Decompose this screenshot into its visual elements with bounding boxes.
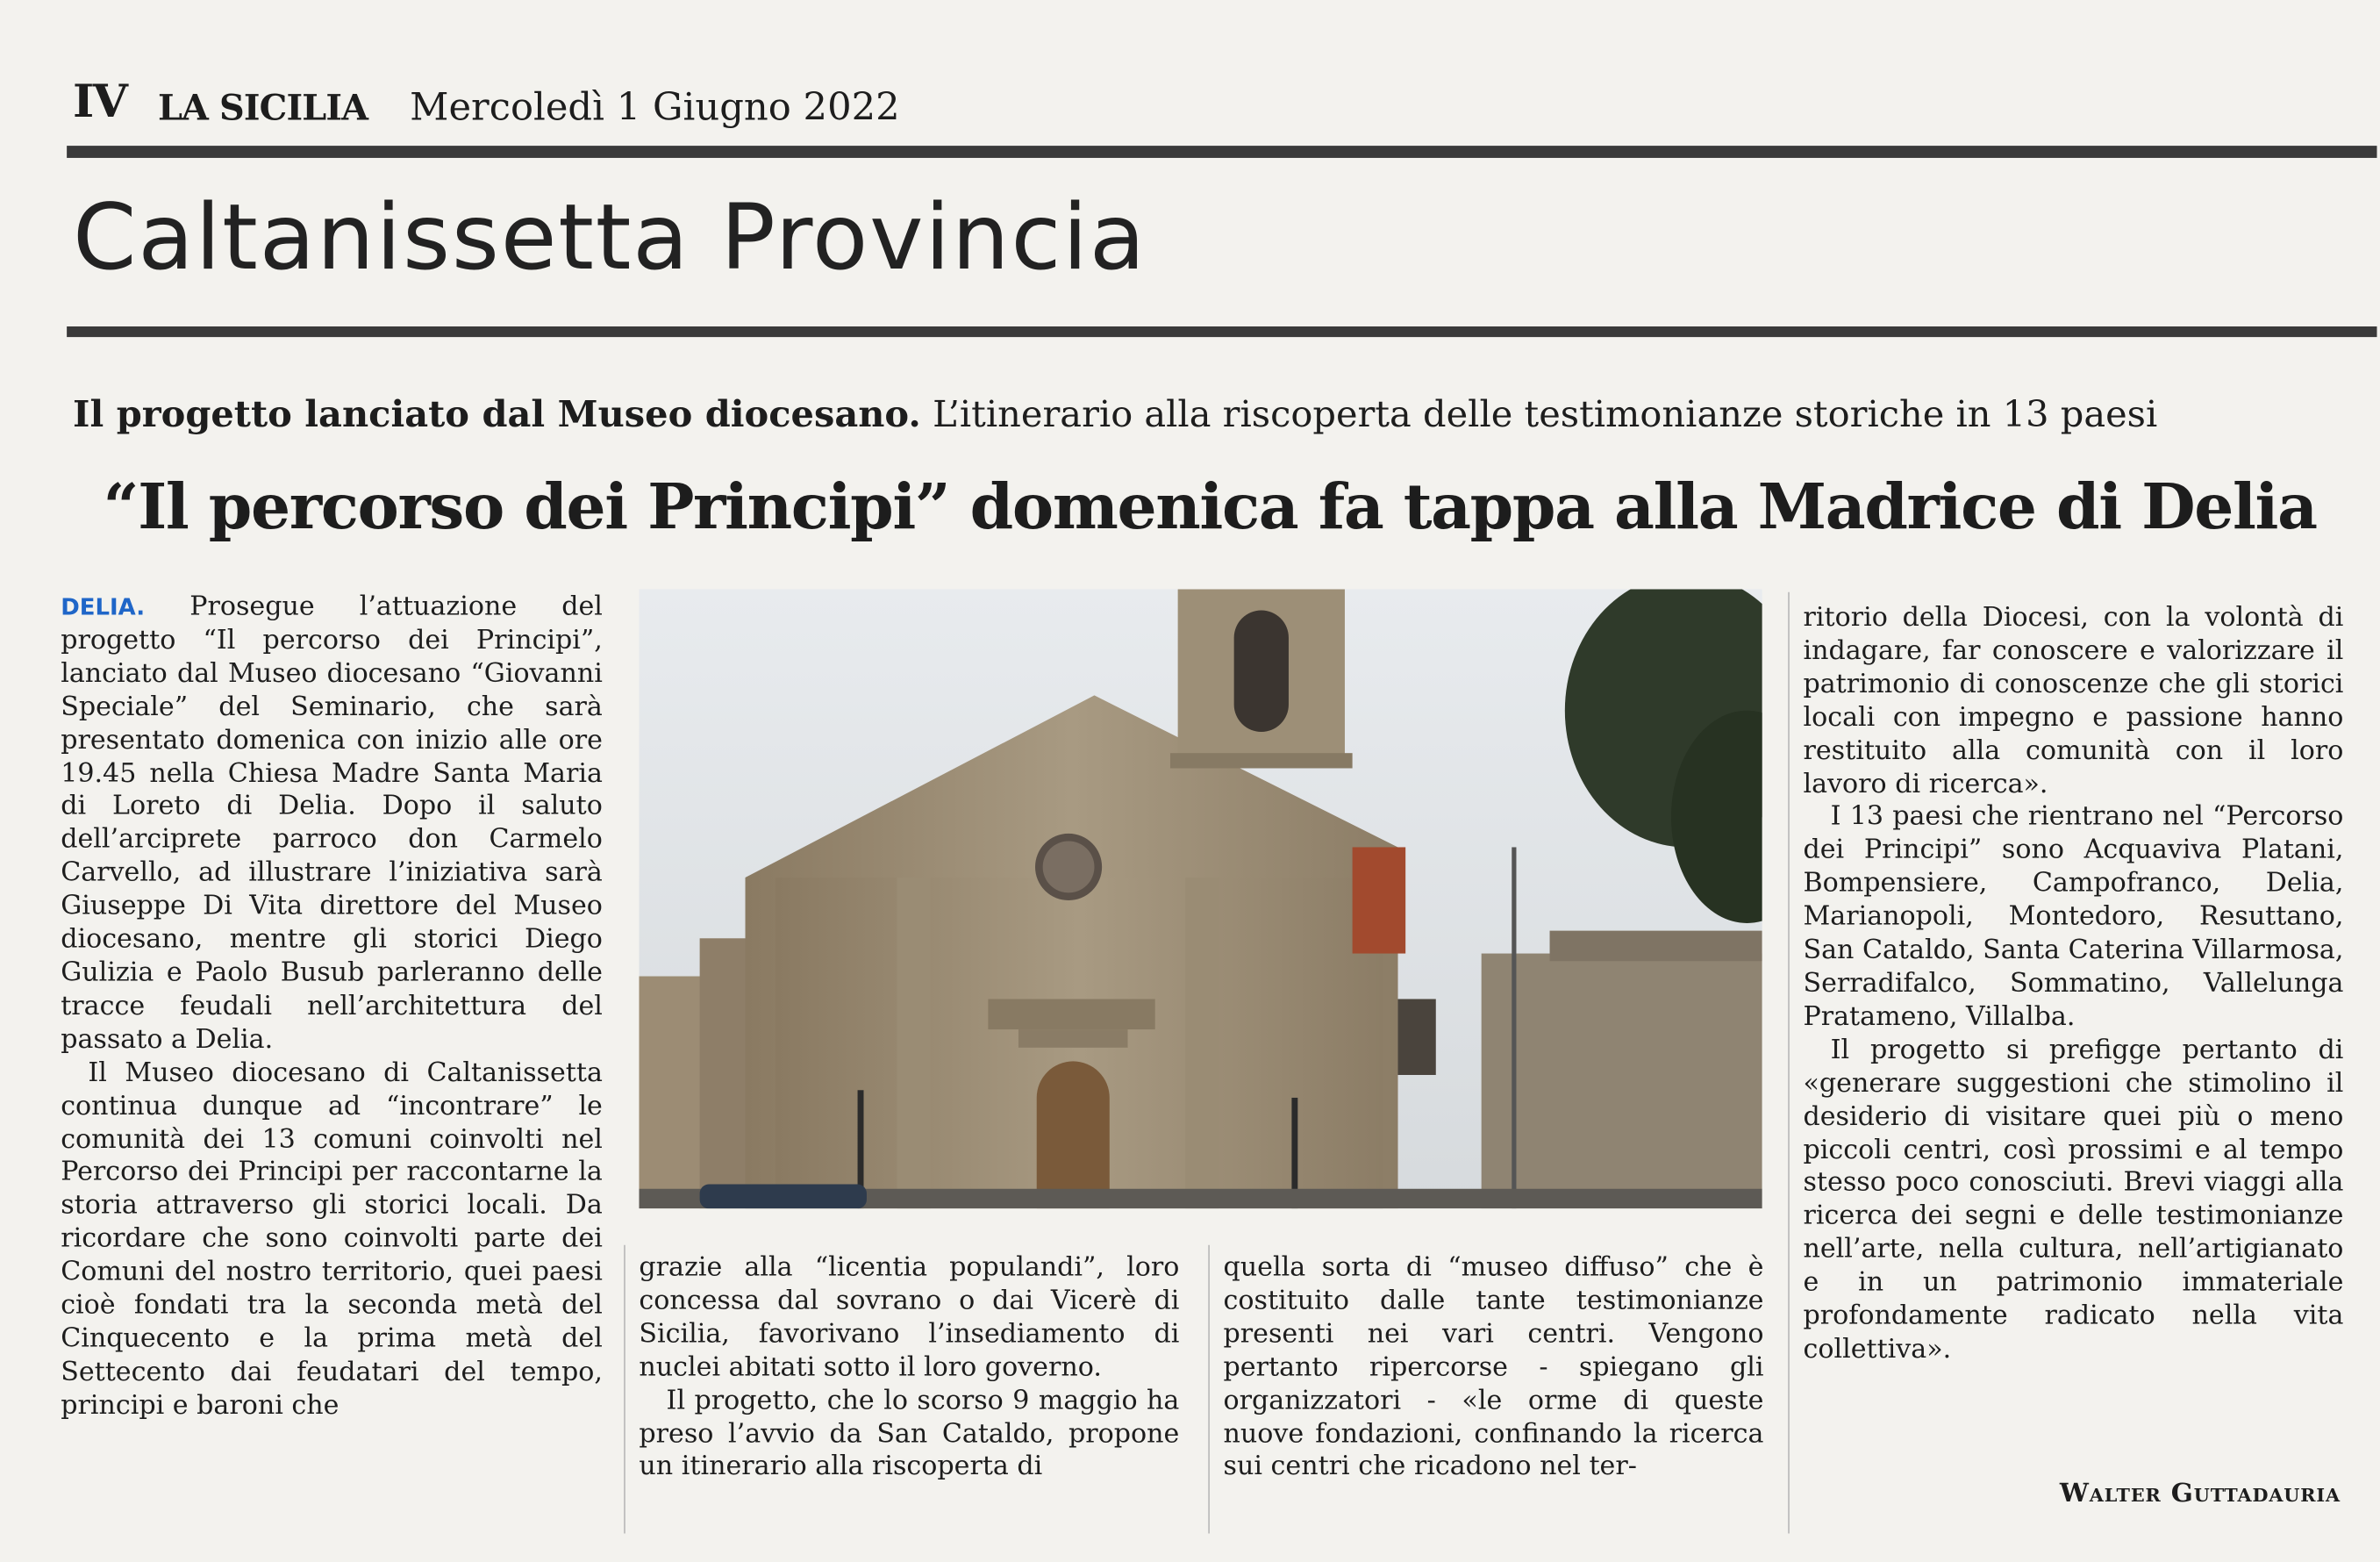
- paragraph: I 13 paesi che rientrano nel “Percorso dei Principi” sono Acquaviva Platani, Bompensiere, Campofranco, Delia, Marianopoli, Montedoro, Resuttano, San Cataldo, Santa Caterina Villarmosa, Serradifalco, Sommatino, Vallelunga Pratameno, Villalba.: [1803, 802, 2344, 1033]
- page-number: IV: [73, 75, 127, 130]
- paragraph: Il Museo diocesano di Caltanissetta continua dunque ad “incontrare” le comunità dei 13 comuni coinvolti nel Percorso dei Principi per raccontarne la storia attraverso gli storici locali. Da ricordare che sono coinvolti parte dei Comuni del nostro territorio, quei paesi cioè fondati tra la seconda metà del Cinquecento e la prima metà del Settecento dai feudatari del tempo, principi e baroni che: [61, 1057, 603, 1422]
- dateline: DELIA.: [61, 593, 146, 621]
- section-rule: [67, 326, 2376, 337]
- paragraph: quella sorta di “museo diffuso” che è costituito dalle tante testimonianze presenti nei vari centri. Vengono pertanto ripercorse - spiegano gli organizzatori - «le orme di queste nuove fondazioni, confinando la ricerca sui centri che ricadono nel ter-: [1223, 1252, 1764, 1483]
- paragraph: ritorio della Diocesi, con la volontà di indagare, far conoscere e valorizzare il patrimonio di conoscenze che gli storici locali con impegno e passione hanno restituito alla comunità con il loro lavoro di ricerca».: [1803, 602, 2344, 800]
- paragraph: Il progetto si prefigge pertanto di «generare suggestioni che stimolino il desiderio di visitare quei più o meno piccoli centri, così prossimi e al tempo stesso poco conosciuti. Brevi viaggi alla ricerca dei segni e delle testimonianze nell’arte, nella cultura, nell’artigianato e in un patrimonio immateriale profondamente radicato nella vita collettiva».: [1803, 1035, 2344, 1365]
- publication-date: Mercoledì 1 Giugno 2022: [410, 84, 900, 130]
- article-column-1: [61, 592, 603, 1424]
- masthead: LA SICILIA: [157, 88, 368, 130]
- kicker-bold: Il progetto lanciato dal Museo diocesano.: [73, 391, 921, 436]
- article-column-4: [1803, 603, 2343, 1368]
- column-divider: [624, 1245, 625, 1534]
- paragraph: Il progetto, che lo scorso 9 maggio ha preso l’avvio da San Cataldo, propone un itinerario alla riscoperta di: [639, 1386, 1180, 1483]
- column-divider: [1788, 592, 1790, 1534]
- section-title: Caltanissetta Provincia: [73, 185, 1147, 292]
- article-column-2: [639, 1252, 1179, 1485]
- paragraph: DELIA. Prosegue l’attuazione del progetto “Il percorso dei Principi”, lanciato dal Museo diocesano “Giovanni Speciale” del Seminario, che sarà presentato domenica con inizio alle ore 19.45 nella Chiesa Madre Santa Maria di Loreto di Delia. Dopo il saluto dell’arciprete parroco don Carmelo Carvello, ad illustrare l’iniziativa sarà Giuseppe Di Vita direttore del Museo diocesano, mentre gli storici Diego Gulizia e Paolo Busub parleranno delle tracce feudali nell’architettura del passato a Delia.: [61, 591, 603, 1056]
- column-divider: [1208, 1245, 1210, 1534]
- kicker: [73, 391, 2157, 435]
- header-rule: [67, 146, 2376, 158]
- headline: “Il percorso dei Principi” domenica fa tappa alla Madrice di Delia: [103, 470, 2317, 544]
- paragraph: grazie alla “licentia populandi”, loro concessa dal sovrano o dai Vicerè di Sicilia, favorivano l’insediamento di nuclei abitati sotto il loro governo.: [639, 1252, 1180, 1383]
- church-photo: [639, 589, 1762, 1208]
- kicker-rest: L’itinerario alla riscoperta delle testimonianze storiche in 13 paesi: [933, 393, 2158, 436]
- article-column-3: [1224, 1252, 1764, 1485]
- byline: Walter Guttadauria: [2059, 1479, 2341, 1509]
